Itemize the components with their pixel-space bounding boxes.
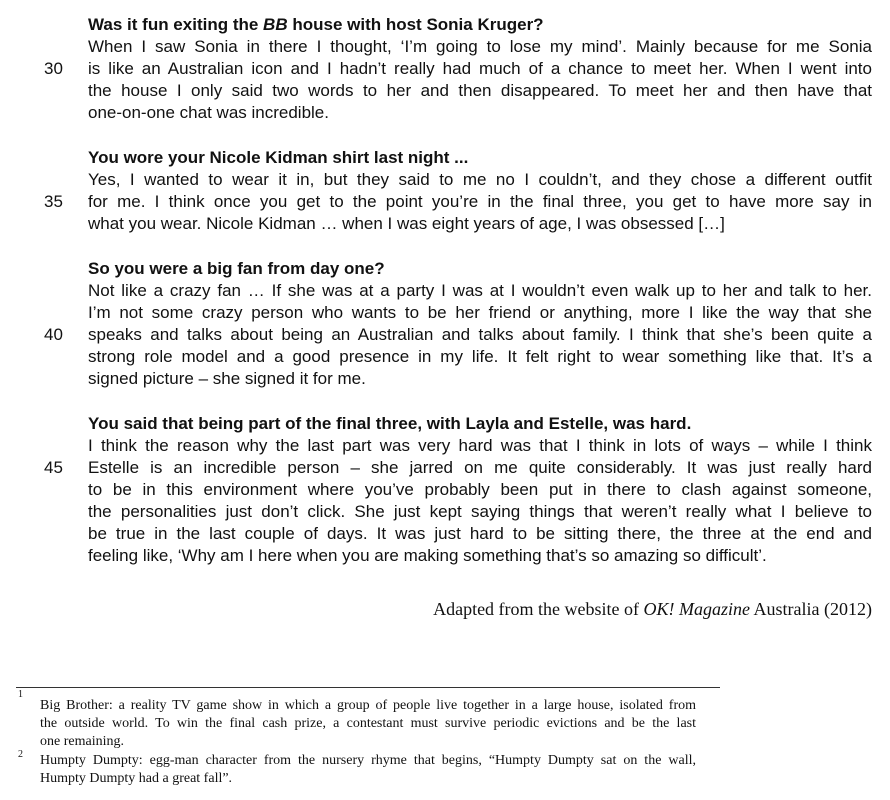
answer-line: I think the reason why the last part was very hard was that I think in lots of ways – while I think <box>88 436 872 455</box>
answer-line: Estelle is an incredible person – she jarred on me quite considerably. It was just really hard <box>88 458 872 477</box>
line-number: 40 <box>44 325 63 344</box>
footnote-line: Big Brother: a reality TV game show in which a group of people live together in a large house, isolated from <box>40 698 696 713</box>
footnote-line: Humpty Dumpty: egg-man character from the nursery rhyme that begins, “Humpty Dumpty sat on the wall, <box>40 753 696 768</box>
question-heading: So you were a big fan from day one? <box>88 259 385 278</box>
answer-line: is like an Australian icon and I hadn’t really had much of a chance to meet her. When I went into <box>88 59 872 78</box>
answer-line: speaks and talks about being an Australian and talks about family. I think that she’s been quite a <box>88 325 872 344</box>
footnote-number: 2 <box>18 749 23 760</box>
footnote-line: the outside world. To win the final cash prize, a contestant must survive periodic evictions and be the last <box>40 716 696 731</box>
answer-line: I’m not some crazy person who wants to be her friend or anything, more I like the way that she <box>88 303 872 322</box>
question-heading: You said that being part of the final three, with Layla and Estelle, was hard. <box>88 414 692 433</box>
line-number: 35 <box>44 192 63 211</box>
answer-line: to be in this environment where you’ve probably been put in there to clash against someone, <box>88 480 872 499</box>
publication-title: OK! Magazine <box>643 599 751 619</box>
footnote-line: Humpty Dumpty had a great fall”. <box>40 771 233 786</box>
footnote-line: one remaining. <box>40 734 124 749</box>
answer-line: one-on-one chat was incredible. <box>88 103 329 122</box>
answer-line: When I saw Sonia in there I thought, ‘I’m going to lose my mind’. Mainly because for me Sonia <box>88 37 872 56</box>
footnote-number: 1 <box>18 689 23 700</box>
answer-line: the personalities just don’t click. She just kept saying things that weren’t really what I believe to <box>88 502 872 521</box>
question-heading: You wore your Nicole Kidman shirt last night ... <box>88 148 469 167</box>
answer-line: Yes, I wanted to wear it in, but they said to me no I couldn’t, and they chose a different outfit <box>88 170 872 189</box>
source-attribution: Adapted from the website of OK! Magazine Australia (2012) <box>433 599 872 619</box>
question-emphasis: BB <box>263 15 288 34</box>
answer-line: the house I only said two words to her and then disappeared. To meet her and then have that <box>88 81 872 100</box>
answer-line: what you wear. Nicole Kidman … when I was eight years of age, I was obsessed […] <box>88 214 725 233</box>
answer-line: strong role model and a good presence in my life. It felt right to wear something like that. It’s a <box>88 347 872 366</box>
line-number: 30 <box>44 59 63 78</box>
answer-line: for me. I think once you get to the point you’re in the final three, you get to have more say in <box>88 192 872 211</box>
line-number: 45 <box>44 458 63 477</box>
footnote-divider <box>16 687 720 688</box>
answer-line: signed picture – she signed it for me. <box>88 369 366 388</box>
answer-line: Not like a crazy fan … If she was at a party I was at I wouldn’t even walk up to her and talk to her. <box>88 281 872 300</box>
answer-line: be true in the last couple of days. It was just hard to be sitting there, the three at the end and <box>88 524 872 543</box>
question-heading: Was it fun exiting the BB house with host Sonia Kruger? <box>88 15 544 34</box>
answer-line: feeling like, ‘Why am I here when you are making something that’s so amazing so difficult’. <box>88 546 767 565</box>
